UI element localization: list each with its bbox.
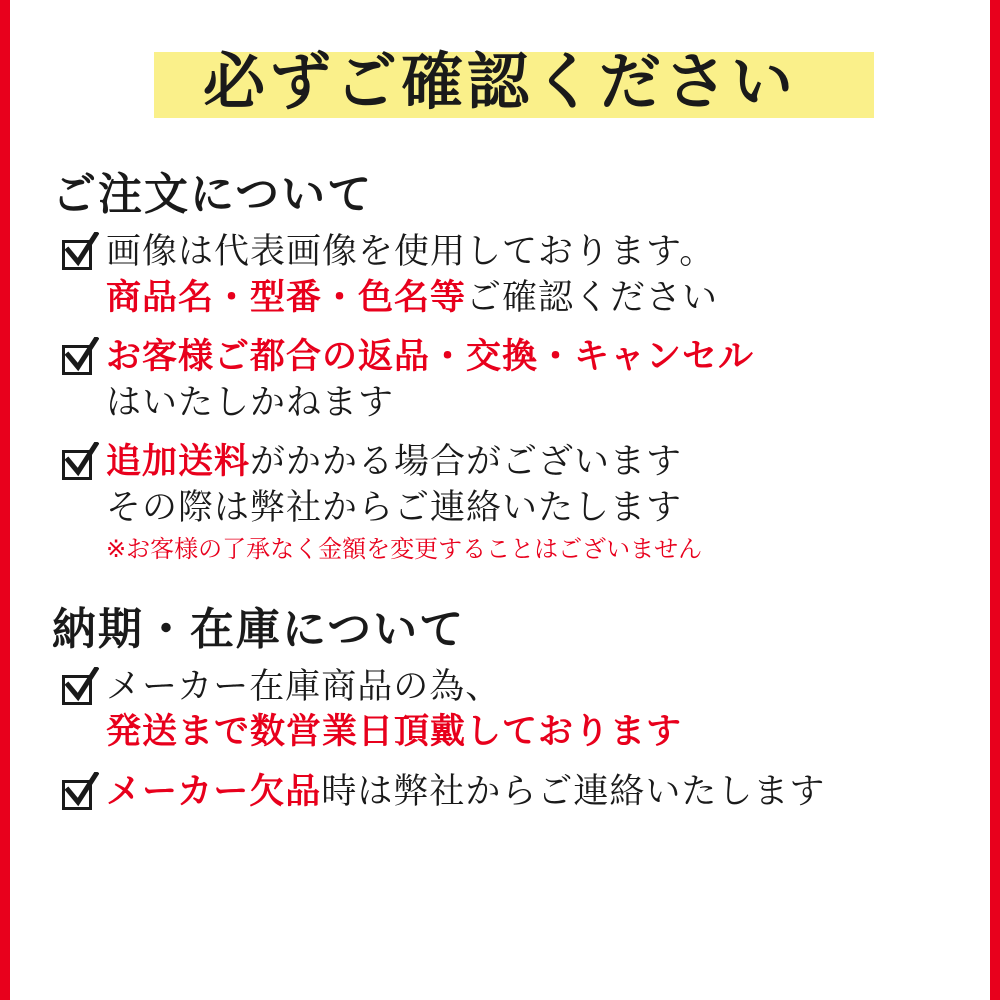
section-heading-orders: ご注文について: [52, 169, 374, 220]
list-item-line-black: 時は弊社からご連絡いたします: [321, 771, 826, 812]
list-item-line: その際は弊社からご連絡いたします: [106, 487, 683, 528]
list-item-note: ※お客様の了承なく金額を変更することはございません: [106, 535, 703, 563]
list-item: [60, 440, 962, 567]
list-item-line-black: がかかる場合がございます: [250, 442, 683, 482]
check-mark-icon: [65, 232, 99, 270]
list-item-line-black: ご確認ください: [466, 277, 719, 318]
check-mark-icon: [65, 772, 99, 810]
list-item-line: メーカー在庫商品の為、: [106, 666, 502, 707]
list-item-line: お客様ご都合の返品・交換・キャンセル: [106, 337, 755, 377]
list-item: [60, 335, 962, 426]
list-item-line: はいたしかねます: [106, 382, 395, 423]
list-item: [60, 665, 962, 756]
list-item-line-red: 追加送料: [106, 442, 251, 482]
list-item-line: 画像は代表画像を使用しております。: [106, 232, 716, 272]
checkbox-checked-icon: [60, 776, 100, 816]
check-mark-icon: [65, 337, 99, 375]
list-item: [60, 770, 962, 816]
notice-content: [10, 0, 990, 1000]
list-item-line-red: 商品名・型番・色名等: [106, 277, 467, 318]
title-text: 必ずご確認ください: [202, 45, 797, 118]
list-item: [60, 230, 962, 321]
section-heading-delivery: 納期・在庫について: [52, 603, 466, 655]
list-item-line: [106, 440, 962, 486]
checkbox-checked-icon: [60, 671, 100, 711]
list-item-line: [106, 276, 962, 322]
checkbox-checked-icon: [60, 341, 100, 381]
check-mark-icon: [65, 442, 99, 480]
list-item-line: [106, 770, 962, 816]
list-item-line-red: メーカー欠品: [106, 771, 322, 812]
checkbox-checked-icon: [60, 236, 100, 276]
checkbox-checked-icon: [60, 446, 100, 486]
page-title: [38, 34, 962, 130]
check-mark-icon: [65, 667, 99, 705]
list-item-line: 発送まで数営業日頂戴しております: [106, 712, 683, 753]
